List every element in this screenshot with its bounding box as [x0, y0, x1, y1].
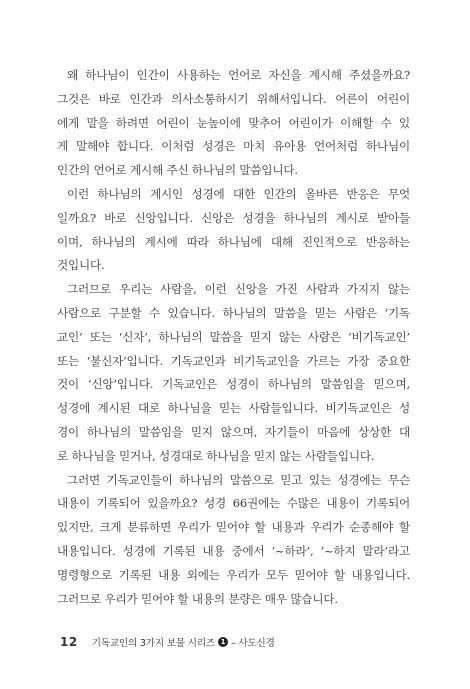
text-line: 명령형으로 기록된 내용 외에는 우리가 모두 믿어야 할 내용입니다. [57, 567, 410, 582]
page-footer [60, 634, 275, 650]
text-line: 것입니다. [57, 258, 105, 273]
text-line: 게 말해야 합니다. 이처럼 성경은 마치 유아용 언어처럼 하나님이 [57, 139, 410, 154]
text-line: 성경에 계시된 대로 하나님을 믿는 사람들입니다. 비기독교인은 성 [57, 401, 410, 416]
text-line: 것이 ‘신앙’입니다. 기독교인은 성경이 하나님의 말씀임을 믿으며, [57, 377, 410, 392]
text-line: 그것은 바로 인간과 의사소통하시기 위해서입니다. 어른이 어린이 [57, 91, 410, 106]
series-title [92, 635, 275, 649]
text-line: 이며, 하나님의 계시에 따라 하나님에 대해 진인적으로 반응하는 [57, 234, 410, 249]
text-line: 일까요? 바로 신앙입니다. 신앙은 성경을 하나님의 계시로 받아들 [57, 210, 410, 225]
text-line: 인간의 언어로 계시해 주신 하나님의 말씀입니다. [57, 163, 298, 178]
series-number-badge: 1 [218, 637, 228, 647]
text-line: 그러므로 우리는 사람을, 이런 신앙을 가진 사람과 가지지 않는 [67, 282, 410, 297]
text-line: 경이 하나님의 말씀임을 믿지 않으며, 자기들이 마음에 상상한 대 [57, 424, 410, 439]
text-line: 그러므로 우리가 믿어야 할 내용의 분량은 매우 많습니다. [57, 591, 338, 606]
text-line: 이런 하나님의 계시인 성경에 대한 인간의 올바른 반응은 무엇 [67, 186, 410, 201]
page-number: 12 [60, 635, 78, 649]
text-line: 왜 하나님이 인간이 사용하는 언어로 자신을 계시해 주셨을까요? [67, 68, 410, 82]
series-suffix: – 사도신경 [230, 638, 275, 649]
text-line: 사람으로 구분할 수 있습니다. 하나님의 말씀을 믿는 사람은 ‘기독 [57, 305, 410, 320]
text-line: 또는 ‘불신자’입니다. 기독교인과 비기독교인을 가르는 가장 중요한 [57, 353, 410, 368]
text-line: 내용입니다. 성경에 기록된 내용 중에서 ‘~하라’, ‘~하지 말라’라고 [57, 543, 410, 558]
series-prefix: 기독교인의 3가지 보물 시리즈 [91, 638, 215, 649]
text-line: 있지만, 크게 분류하면 우리가 믿어야 할 내용과 우리가 순종해야 할 [57, 520, 410, 535]
text-line: 에게 말을 하려면 어린이 눈높이에 맞추어 어린이가 이해할 수 있 [57, 115, 410, 130]
body-text [57, 64, 410, 611]
text-line: 로 하나님을 믿거나, 성경대로 하나님을 믿지 않는 사람들입니다. [57, 448, 375, 463]
text-line: 그러면 기독교인들이 하나님의 말씀으로 믿고 있는 성경에는 무슨 [67, 472, 410, 487]
text-line: 교인’ 또는 ‘신자’, 하나님의 말씀을 믿지 않는 사람은 ‘비기독교인’ [57, 329, 410, 344]
text-line: 내용이 기록되어 있을까요? 성경 66권에는 수많은 내용이 기록되어 [57, 496, 410, 511]
